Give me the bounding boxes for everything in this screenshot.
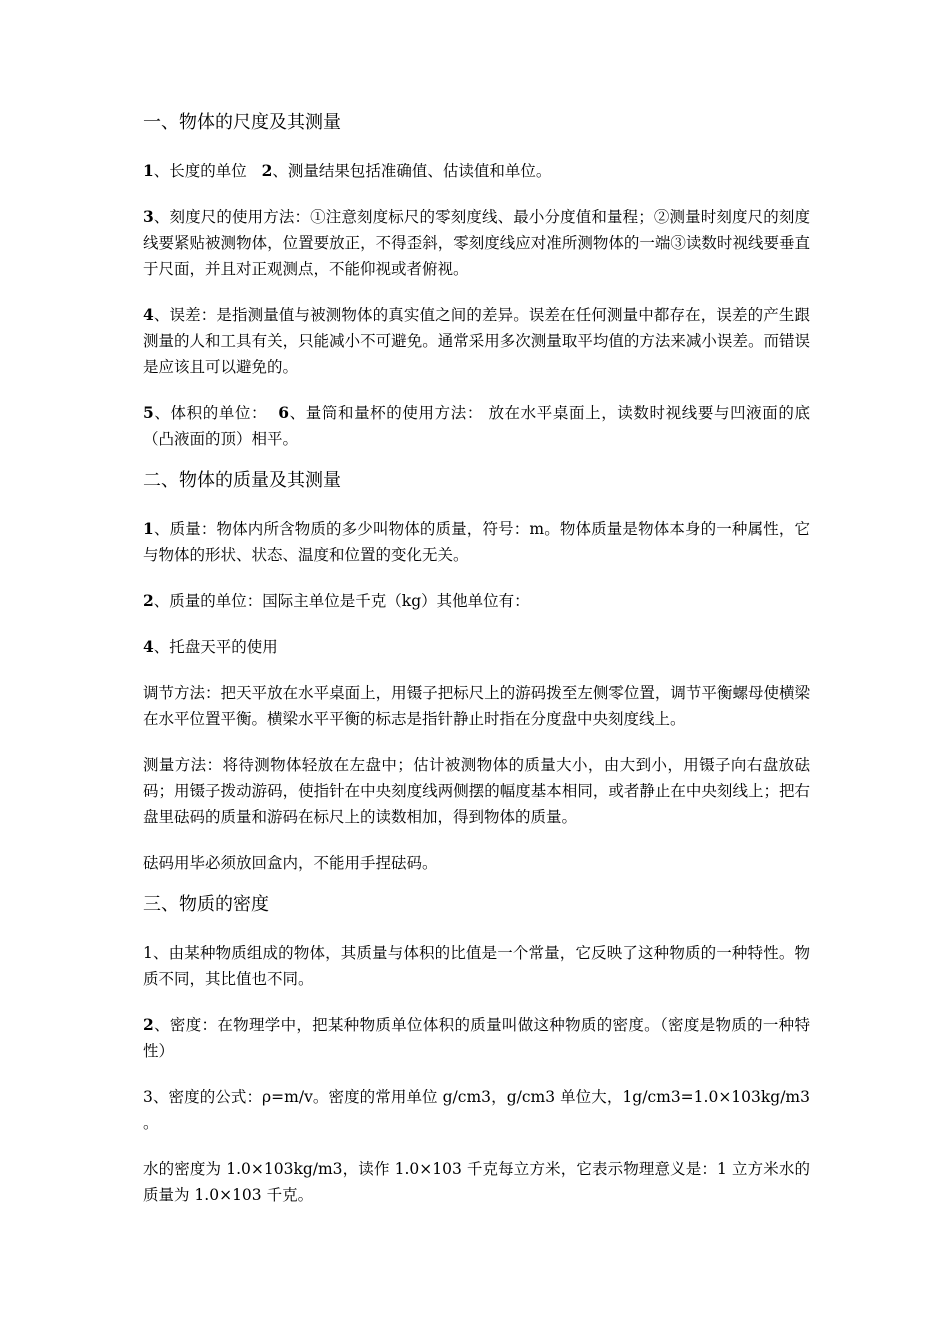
document-page bbox=[143, 110, 810, 1228]
item-text: 、刻度尺的使用方法：①注意刻度标尺的零刻度线、最小分度值和量程；②测量时刻度尺的刻度线要紧贴被测物体，位置要放正，不得歪斜，零刻度线应对准所测物体的一端③读数时视线要垂直于尺面，并且对正观测点，不能仰视或者俯视。 bbox=[143, 208, 810, 278]
paragraph-density-definition bbox=[143, 1012, 810, 1064]
paragraph-adjust-method: 调节方法：把天平放在水平桌面上，用镊子把标尺上的游码拨至左侧零位置，调节平衡螺母使横梁在水平位置平衡。横梁水平平衡的标志是指针静止时指在分度盘中央刻度线上。 bbox=[143, 684, 810, 728]
item-text: 、误差：是指测量值与被测物体的真实值之间的差异。误差在任何测量中都存在，误差的产生跟测量的人和工具有关，只能减小不可避免。通常采用多次测量取平均值的方法来减小误差。而错误是应该且可以避免的。 bbox=[143, 306, 810, 376]
item-number: 3 bbox=[143, 207, 154, 226]
item-text: 、测量结果包括准确值、估读值和单位。 bbox=[272, 162, 552, 180]
item-text: 、密度：在物理学中，把某种物质单位体积的质量叫做这种物质的密度。（密度是物质的一种特性） bbox=[143, 1016, 810, 1060]
item-text: 、质量的单位：国际主单位是千克（kg）其他单位有： bbox=[153, 592, 530, 610]
item-number: 5 bbox=[143, 403, 154, 422]
item-text: 、托盘天平的使用 bbox=[153, 638, 278, 656]
paragraph-weights-note: 砝码用毕必须放回盒内，不能用手捏砝码。 bbox=[143, 854, 438, 872]
section-heading-3: 三、物质的密度 bbox=[143, 894, 269, 915]
paragraph-mass-unit bbox=[143, 588, 810, 614]
item-number: 2 bbox=[261, 161, 273, 180]
paragraph-density-formula: 3、密度的公式：ρ=m/v。密度的常用单位 g/cm3，g/cm3 单位大，1g/cm3=1.0×103kg/m3 。 bbox=[143, 1088, 810, 1132]
paragraph-volume bbox=[143, 400, 810, 452]
paragraph-water-density: 水的密度为 1.0×103kg/m3，读作 1.0×103 千克每立方米，它表示物理意义是：1 立方米水的质量为 1.0×103 千克。 bbox=[143, 1160, 810, 1204]
item-text: 、量筒和量杯的使用方法： 放在水平桌面上，读数时视线要与凹液面的底（凸液面的顶）相平。 bbox=[143, 404, 810, 448]
item-number: 2 bbox=[143, 1015, 154, 1034]
item-number: 4 bbox=[143, 305, 154, 324]
item-text: 、体积的单位： bbox=[153, 404, 273, 422]
paragraph-measure-method: 测量方法：将待测物体轻放在左盘中；估计被测物体的质量大小，由大到小，用镊子向右盘放砝码；用镊子拨动游码，使指针在中央刻度线两侧摆的幅度基本相同，或者静止在中央刻线上；把右盘里砝码的质量和游码在标尺上的读数相加，得到物体的质量。 bbox=[143, 756, 810, 826]
paragraph-balance bbox=[143, 634, 810, 660]
section-heading-1: 一、物体的尺度及其测量 bbox=[143, 112, 341, 133]
item-number: 4 bbox=[143, 637, 154, 656]
item-text: 、长度的单位 bbox=[153, 162, 252, 180]
paragraph-mass bbox=[143, 516, 810, 568]
paragraph-length-unit bbox=[143, 158, 810, 184]
paragraph-ratio: 1、由某种物质组成的物体，其质量与体积的比值是一个常量，它反映了这种物质的一种特性。物质不同，其比值也不同。 bbox=[143, 944, 810, 988]
item-text: 、质量：物体内所含物质的多少叫物体的质量，符号：m。物体质量是物体本身的一种属性，它与物体的形状、状态、温度和位置的变化无关。 bbox=[143, 520, 810, 564]
item-number: 6 bbox=[278, 403, 290, 422]
item-number: 1 bbox=[143, 161, 154, 180]
item-number: 2 bbox=[143, 591, 154, 610]
section-heading-2: 二、物体的质量及其测量 bbox=[143, 470, 341, 491]
paragraph-error bbox=[143, 302, 810, 380]
item-number: 1 bbox=[143, 519, 154, 538]
paragraph-ruler-usage bbox=[143, 204, 810, 282]
